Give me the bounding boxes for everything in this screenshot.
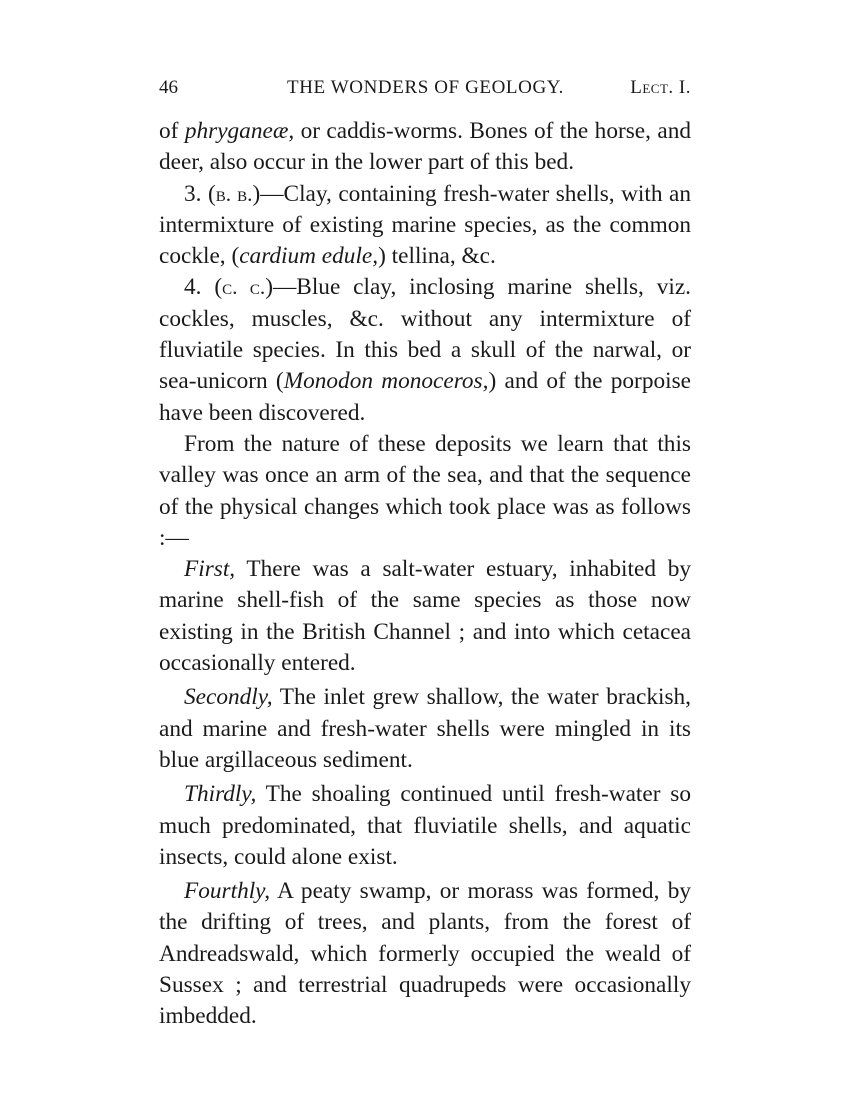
paragraph-stratum-3: [159, 179, 691, 273]
italic-term: Secondly,: [184, 684, 273, 711]
text-run: 3. (: [184, 180, 216, 207]
italic-term: First,: [184, 556, 236, 583]
paragraph-thirdly: [159, 779, 691, 873]
paragraph-fourthly: [159, 876, 691, 1032]
body-text: [159, 116, 691, 1033]
stratum-label: b. b.: [215, 181, 253, 206]
text-run: )—Clay, containing fresh-water shells, with an intermixture of existing marine species, as the common cockle, (: [159, 180, 691, 270]
page-number: 46: [159, 77, 178, 98]
italic-term: phryganeæ,: [184, 118, 295, 144]
paragraph-continuation: [159, 116, 691, 179]
text-run: or caddis-worms. Bones of the horse, and deer, also occur in the lower part of this bed.: [159, 118, 692, 176]
lecture-label: Lect. I.: [630, 77, 691, 98]
paragraph-deductions: [159, 429, 691, 554]
paragraph-secondly: [159, 682, 691, 776]
text-run: There was a salt-water estuary, inhabited by marine shell-fish of the same species as those now existing in the British Channel ; and into which cetacea occasionally entered.: [159, 556, 691, 677]
paragraph-stratum-4: [159, 272, 691, 428]
text-run: ) and of the porpoise have been discovered.: [159, 368, 691, 426]
text-run: The shoaling continued until fresh-water so much predominated, that fluviatile shells, and aquatic insects, could alone exist.: [159, 781, 691, 870]
stratum-label: c. c.: [222, 275, 266, 300]
italic-term: Thirdly,: [184, 781, 257, 808]
text-run: The inlet grew shallow, the water brackish, and marine and fresh-water shells were mingled in its blue argillaceous sediment.: [159, 684, 691, 773]
text-run: )—Blue clay, inclosing marine shells, viz. cockles, muscles, &c. without any intermixture of fluviatile species. In this bed a skull of the narwal, or sea-unicorn (: [159, 274, 691, 395]
italic-term: cardium edule,: [239, 243, 379, 270]
italic-term: Fourthly,: [184, 878, 271, 905]
text-run: ) tellina, &c.: [378, 243, 496, 270]
running-title: THE WONDERS OF GEOLOGY.: [287, 77, 564, 98]
italic-term: Monodon monoceros,: [283, 368, 489, 395]
text-run: A peaty swamp, or morass was formed, by the drifting of trees, and plants, from the forest of Andreadswald, which formerly occupied the weald of Sussex ; and terrestrial quadrupeds were occasionally imbedded.: [159, 878, 691, 1030]
text-run: of: [159, 118, 185, 144]
text-run: 4. (: [184, 274, 223, 301]
paragraph-first: [159, 554, 691, 679]
text-run: From the nature of these deposits we learn that this valley was once an arm of the sea, and that the sequence of the physical changes which took place was as follows :—: [159, 430, 691, 551]
